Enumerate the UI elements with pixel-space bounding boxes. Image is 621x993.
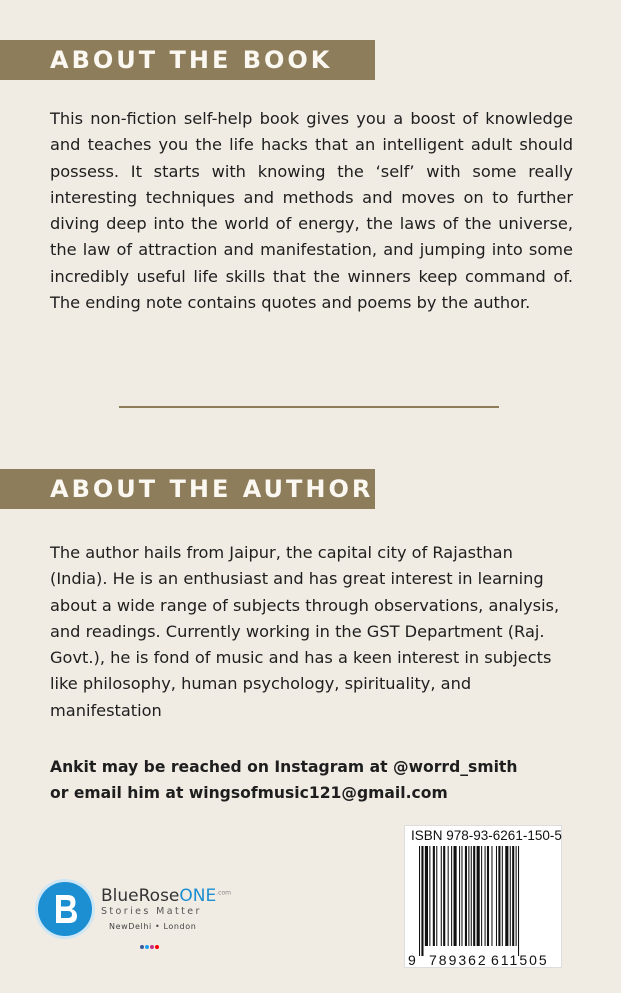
publisher-cities: NewDelhi • London — [109, 922, 197, 931]
publisher-name: BlueRoseONE$^{.com}$ — [101, 886, 231, 906]
barcode-bar — [518, 846, 519, 956]
barcode-bar — [505, 846, 508, 946]
publisher-b-icon — [38, 882, 92, 936]
barcode-bar — [487, 846, 489, 946]
barcode-bar — [436, 846, 437, 946]
barcode-bar — [498, 846, 500, 946]
barcode-bar — [477, 846, 480, 946]
barcode-bar — [512, 846, 514, 946]
barcode-bar — [433, 846, 435, 946]
barcode-bar — [419, 846, 420, 956]
barcode-bar — [421, 846, 423, 956]
barcode-bar — [502, 846, 503, 946]
barcode-bar — [516, 846, 517, 946]
barcode-bar — [443, 846, 445, 946]
barcode-bar — [510, 846, 511, 946]
publisher-logo — [38, 880, 258, 950]
facebook-icon — [140, 945, 144, 949]
barcode-bar — [468, 846, 469, 946]
social-icons — [140, 934, 160, 938]
barcode-bar — [451, 846, 452, 946]
twitter-icon — [145, 945, 149, 949]
barcode-bar — [425, 846, 428, 946]
section-divider — [119, 406, 499, 408]
isbn-barcode — [404, 825, 562, 968]
barcode-bar — [473, 846, 475, 946]
barcode-bar — [496, 846, 497, 946]
barcode-bar — [454, 846, 457, 946]
publisher-tagline: Stories Matter — [101, 906, 202, 917]
barcode-bar — [465, 846, 467, 946]
instagram-icon — [150, 945, 154, 949]
barcode-bar — [461, 846, 462, 946]
barcode-bar — [448, 846, 449, 946]
barcode-bars — [405, 826, 563, 969]
barcode-bar — [485, 846, 486, 946]
about-author-heading: ABOUT THE AUTHOR — [0, 469, 375, 509]
youtube-icon — [155, 945, 159, 949]
barcode-digits-right: 611505 — [491, 952, 549, 968]
contact-email: or email him at wingsofmusic121@gmail.com — [50, 784, 448, 802]
barcode-bar — [471, 846, 472, 946]
barcode-bar — [459, 846, 460, 946]
contact-instagram: Ankit may be reached on Instagram at @worrd_smith — [50, 758, 518, 776]
about-author-text: The author hails from Jaipur, the capital city of Rajasthan (India). He is an enthusiast and has great interest in learning about a wide range of subjects through observations, analysis, and readings. Currently working in the GST Department (Raj. Govt.), he is fond of music and has a keen interest in subjects like philosophy, human psychology, spirituality, and manifestation — [50, 543, 560, 720]
barcode-bar — [441, 846, 442, 946]
barcode-bar — [481, 846, 482, 946]
barcode-digits-left: 789362 — [429, 952, 488, 968]
about-book-heading: ABOUT THE BOOK — [0, 40, 375, 80]
about-book-text: This non-fiction self-help book gives you a boost of knowledge and teaches you the life hacks that an intelligent adult should possess. It starts with knowing the ‘self’ with some really interesting techniques and methods and moves on to further diving deep into the world of energy, the laws of the universe, the law of attraction and manifestation, and jumping into some incredibly useful life skills that the winners keep command of. The ending note contains quotes and poems by the author. — [50, 109, 573, 313]
barcode-digit-lead: 9 — [408, 952, 416, 968]
barcode-bar — [491, 846, 492, 946]
isbn-label: ISBN 978-93-6261-150-5 — [411, 828, 562, 843]
barcode-bar — [429, 846, 430, 946]
